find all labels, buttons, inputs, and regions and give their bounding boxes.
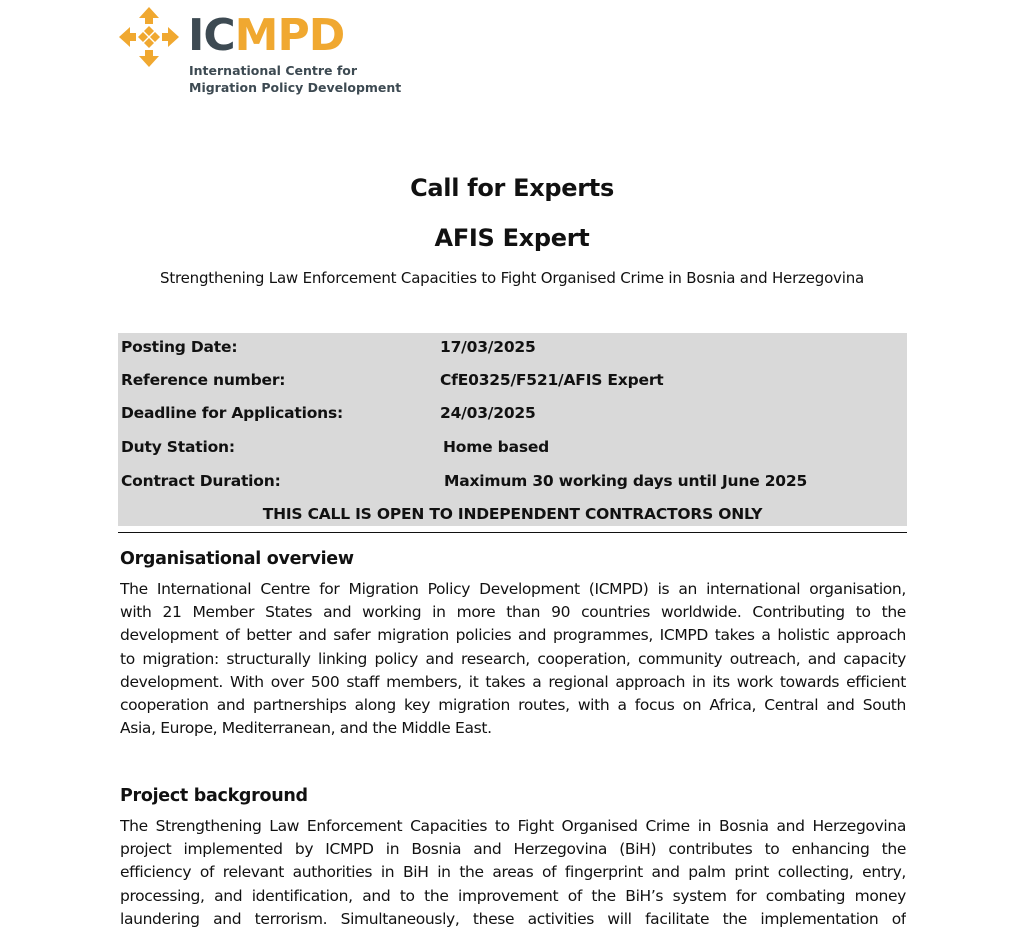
project-background-paragraph xyxy=(120,815,906,931)
eligibility-notice: THIS CALL IS OPEN TO INDEPENDENT CONTRACTORS ONLY xyxy=(262,505,763,523)
info-value: 24/03/2025 xyxy=(440,404,536,422)
section-heading-project-background: Project background xyxy=(120,786,308,806)
info-row-reference-number xyxy=(118,366,907,399)
section-heading-organisational-overview: Organisational overview xyxy=(120,549,354,569)
position-title: AFIS Expert xyxy=(434,224,590,252)
paragraph-line: laundering and terrorism. Simultaneously, these activities will facilitate the implementation of xyxy=(120,909,906,928)
logo-wordmark-ic: IC xyxy=(188,10,235,61)
info-row-duty-station xyxy=(118,433,907,466)
info-row-deadline xyxy=(118,399,907,432)
info-label: Contract Duration: xyxy=(121,472,281,490)
paragraph-line: with 21 Member States and working in more than 90 countries worldwide. Contributing to the xyxy=(120,603,906,622)
paragraph-line: project implemented by ICMPD in Bosnia and Herzegovina (BiH) contributes to enhancing the xyxy=(120,840,906,859)
paragraph-line: Asia, Europe, Mediterranean, and the Middle East. xyxy=(120,719,492,738)
info-row-contract-duration xyxy=(118,467,907,500)
table-bottom-rule xyxy=(118,532,907,533)
icmpd-logo xyxy=(118,6,402,98)
logo-subtitle xyxy=(189,62,401,96)
info-value: Maximum 30 working days until June 2025 xyxy=(444,472,808,490)
paragraph-line: The International Centre for Migration Policy Development (ICMPD) is an international organisation, xyxy=(120,580,906,598)
info-value: Home based xyxy=(443,438,550,456)
paragraph-line: cooperation and partnerships along key migration routes, with a focus on Africa, Central and South xyxy=(120,696,906,715)
paragraph-line: efficiency of relevant authorities in BiH in the areas of fingerprint and palm print collecting, entry, xyxy=(120,863,906,882)
info-label: Posting Date: xyxy=(121,338,238,356)
posting-info-table xyxy=(118,333,907,526)
paragraph-line: development. With over 500 staff members, it takes a regional approach in its work towards efficient xyxy=(120,672,906,691)
paragraph-line: The Strengthening Law Enforcement Capacities to Fight Organised Crime in Bosnia and Herzegovina xyxy=(120,817,906,835)
paragraph-line: processing, and identification, and to the improvement of the BiH’s system for combating money xyxy=(120,886,906,905)
paragraph-line: to migration: structurally linking policy and research, cooperation, community outreach, and capacity xyxy=(120,649,906,668)
paragraph-line: development of better and safer migration policies and programmes, ICMPD takes a holistic approach xyxy=(120,626,906,645)
logo-wordmark xyxy=(188,10,344,62)
arrows-compass-icon xyxy=(118,6,180,68)
info-value: CfE0325/F521/AFIS Expert xyxy=(440,371,664,389)
organisational-overview-paragraph xyxy=(120,578,906,740)
info-value: 17/03/2025 xyxy=(440,338,536,356)
info-label: Reference number: xyxy=(121,371,286,389)
info-label: Deadline for Applications: xyxy=(121,404,344,422)
logo-wordmark-mpd: MPD xyxy=(234,10,345,61)
logo-subtitle-line2: Migration Policy Development xyxy=(189,80,402,95)
document-title: Call for Experts xyxy=(410,174,614,202)
project-title: Strengthening Law Enforcement Capacities to Fight Organised Crime in Bosnia and Herzegovina xyxy=(160,269,864,287)
info-row-posting-date xyxy=(118,333,907,366)
logo-subtitle-line1: International Centre for xyxy=(189,63,358,78)
info-label: Duty Station: xyxy=(121,438,235,456)
